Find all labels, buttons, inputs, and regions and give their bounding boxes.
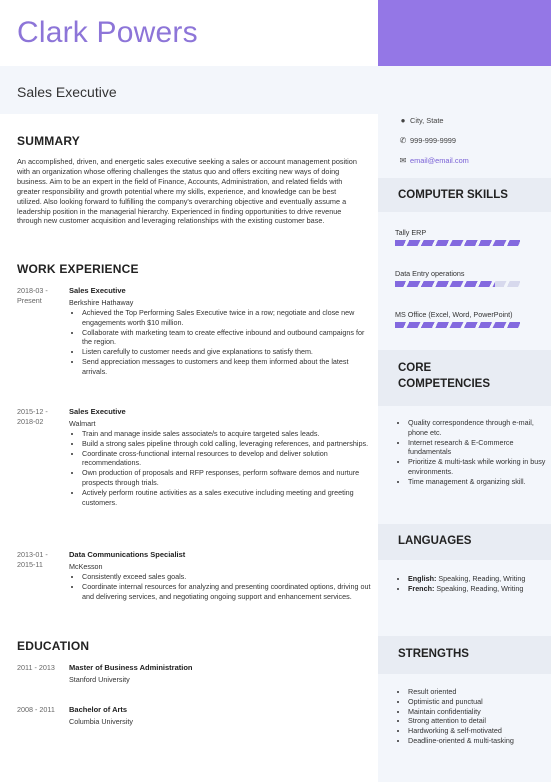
phone-icon: ✆ [399, 136, 407, 145]
job-bullet: • Coordinate cross-functional internal resources to develop and deliver solution recommendations. [82, 449, 372, 469]
strengths-heading: STRENGTHS [398, 648, 469, 660]
core-heading-line1: CORE [398, 362, 432, 374]
skill-bar [395, 322, 520, 328]
job-bullet: • Actively perform routine activities as a sales executive including meeting and greeting customers. [82, 488, 372, 508]
job-bullets [69, 429, 372, 507]
job-bullets [69, 308, 372, 377]
sidebar-accent-block [378, 0, 551, 66]
job-bullet: • Own production of proposals and RFP responses, perform software demos and nurture prospects through trials. [82, 468, 372, 488]
computer-skills-heading: COMPUTER SKILLS [398, 189, 508, 201]
skill-bar-fill [395, 281, 495, 287]
list-item: • Result oriented [408, 687, 548, 697]
job-bullet: • Collaborate with marketing team to create effective inbound and outbound campaigns for the region. [82, 328, 372, 348]
skill-bar [395, 240, 520, 246]
list-item: • Optimistic and punctual [408, 697, 548, 707]
list-item: • Deadline-oriented & multi-tasking [408, 736, 548, 746]
core-competencies-list [397, 418, 548, 487]
skill-name: Data Entry operations [395, 269, 465, 278]
education-date: 2011 - 2013 [17, 663, 55, 672]
education-degree: Bachelor of Arts [69, 705, 128, 714]
education-heading: EDUCATION [17, 639, 90, 653]
job-bullet: • Listen carefully to customer needs and give explanations to satisfy them. [82, 347, 372, 357]
list-item: • Hardworking & self-motivated [408, 726, 548, 736]
languages-list [397, 574, 548, 594]
education-degree: Master of Business Administration [69, 663, 193, 672]
envelope-icon: ✉ [399, 156, 407, 165]
computer-skills-section [378, 178, 551, 212]
summary-heading: SUMMARY [17, 134, 80, 148]
job-bullet: • Build a strong sales pipeline through cold calling, leveraging references, and partnerships. [82, 439, 372, 449]
map-pin-icon: ● [400, 116, 406, 125]
language-item: • English: Speaking, Reading, Writing [408, 574, 548, 584]
core-competencies-section [378, 350, 551, 406]
skill-bar-fill [395, 240, 520, 246]
languages-heading: LANGUAGES [398, 535, 472, 547]
job-employer: Walmart [69, 419, 96, 428]
core-heading-line2: COMPETENCIES [398, 378, 491, 390]
job-bullet: • Send appreciation messages to customers and keep them informed about the latest arrivals. [82, 357, 372, 377]
strengths-section [378, 636, 551, 674]
job-bullet: • Achieved the Top Performing Sales Executive twice in a row; negotiate and close new engagements worth $10 million. [82, 308, 372, 328]
skill-name: Tally ERP [395, 228, 427, 237]
job-bullet: • Train and manage inside sales associate/s to acquire targeted sales leads. [82, 429, 372, 439]
education-school: Stanford University [69, 675, 130, 684]
experience-heading: WORK EXPERIENCE [17, 262, 139, 276]
list-item: • Quality correspondence through e-mail, phone etc. [408, 418, 548, 438]
job-role: Sales Executive [69, 286, 126, 295]
job-employer: McKesson [69, 562, 103, 571]
skill-bar [395, 281, 520, 287]
job-date: 2018-03 - Present [17, 286, 48, 305]
job-bullet: • Coordinate internal resources for analyzing and presenting coordinated options, driving out and delivering services, and negotiating ongoing support and enhancement services. [82, 582, 372, 602]
education-school: Columbia University [69, 717, 133, 726]
job-date: 2015-12 - 2018-02 [17, 407, 48, 426]
job-role: Data Communications Specialist [69, 550, 186, 559]
list-item: • Strong attention to detail [408, 716, 548, 726]
summary-text: An accomplished, driven, and energetic sales executive seeking a sales or account management position with an organization whose offering challenges the status quo and offers exciting new ways of doing business. Aim to be an expert in the field of Finance, Accounts, Administration, and related fields with greater responsibility and growth potential where my skills, experience, and knowledge can be best utilized. Also looking forward to fulfilling the company's overarching objective and eventually assume a leadership position in the managerial hierarchy. Experienced in finding opportunities to drive revenue through new customer acquisition and leveraging relationships with the existing customer base. [17, 157, 357, 226]
list-item: • Maintain confidentiality [408, 707, 548, 717]
education-date: 2008 - 2011 [17, 705, 55, 714]
job-bullets [69, 572, 372, 601]
list-item: • Prioritize & multi-task while working in busy environments. [408, 457, 548, 477]
job-date: 2013-01 - 2015-11 [17, 550, 48, 569]
list-item: • Time management & organizing skill. [408, 477, 548, 487]
job-title: Sales Executive [17, 84, 117, 100]
skill-bar-fill [395, 322, 520, 328]
language-item: • French: Speaking, Reading, Writing [408, 584, 548, 594]
strengths-list [397, 687, 548, 746]
list-item: • Internet research & E-Commerce fundamentals [408, 438, 548, 458]
skill-name: MS Office (Excel, Word, PowerPoint) [395, 310, 513, 319]
job-bullet: • Consistently exceed sales goals. [82, 572, 372, 582]
languages-section [378, 524, 551, 560]
candidate-name: Clark Powers [17, 16, 198, 49]
job-employer: Berkshire Hathaway [69, 298, 134, 307]
job-role: Sales Executive [69, 407, 126, 416]
